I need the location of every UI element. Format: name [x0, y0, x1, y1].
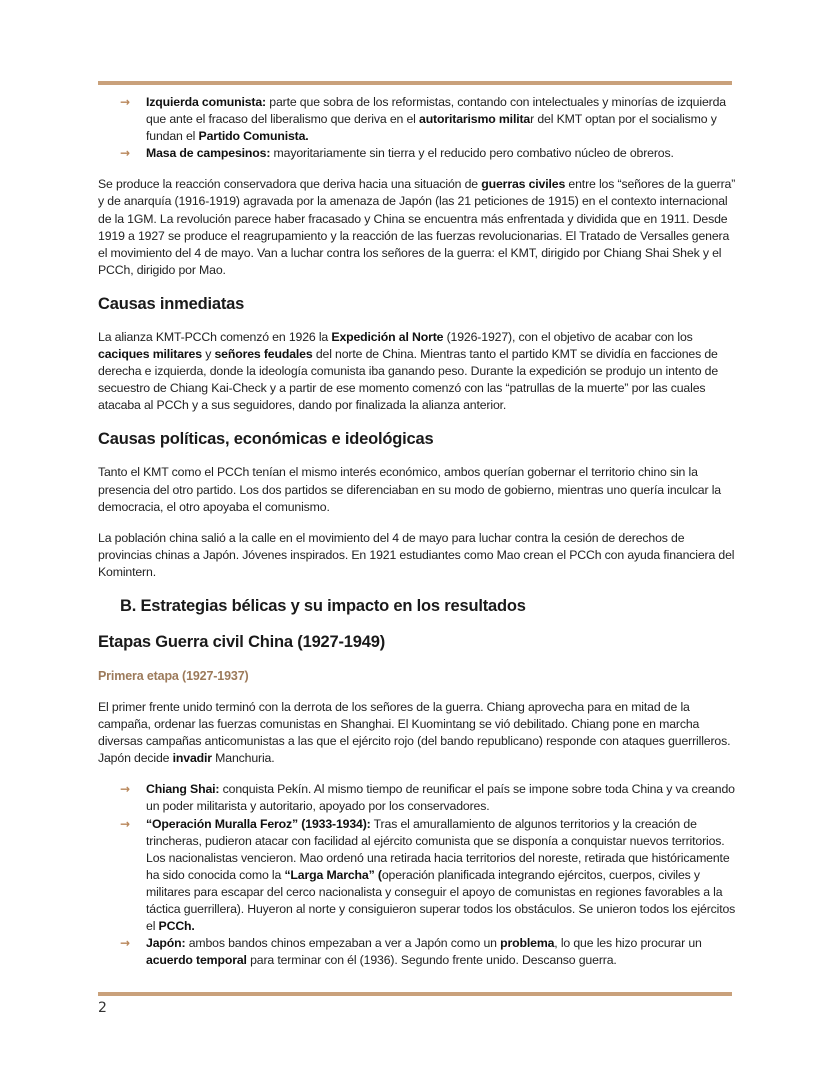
bullet-bold: acuerdo temporal — [146, 953, 247, 968]
bold-text: caciques militares — [98, 347, 202, 362]
bullet-text: r del KMT optan por el socialismo y fundan el — [146, 112, 717, 144]
paragraph-reaccion — [98, 176, 736, 279]
arrow-right-icon: → — [120, 95, 130, 109]
text: entre los “señores de la guerra” y de anarquía (1916-1919) agravada por la amenaza de Japón (las 21 peticiones de 1915) en el contexto internacional de la 1GM. La revolución parece haber fracasado y China se encuentra más enfrentada y dividida que en 1911. Desde 1919 a 1927 se produce el reagrupamiento y la reacción de las fuerzas revolucionarias. El Tratado de Versalles genera el movimiento del 4 de mayo. Van a luchar contra los señores de la guerra: el KMT, dirigido por Chiang Shai Shek y el PCCh, dirigido por Mao. — [98, 177, 736, 277]
list-item — [120, 935, 736, 969]
bullet-text: , lo que les hizo procurar un — [554, 936, 702, 951]
bullet-text: operación planificada integrando ejércitos, cuerpos, civiles y militares para escapar del cerco nacionalista y conseguir el apoyo de comunistas en regiones favorables a la táctica guerrillera). Huyeron al norte y consiguieron superar todos los obstáculos. Se unieron todos los ejércitos el — [146, 867, 736, 934]
text: y — [201, 347, 215, 362]
heading-etapas: Etapas Guerra civil China (1927-1949) — [98, 632, 385, 651]
heading-section-b: B. Estrategias bélicas y su impacto en los resultados — [120, 596, 526, 615]
bullet-text: parte que sobra de los reformistas, contando con intelectuales y minorías de izquierda que ante el fracaso del liberalismo que deriva en el — [146, 95, 726, 127]
bullet-bold: problema — [500, 936, 555, 951]
bold-text: señores feudales — [214, 347, 313, 362]
page-content — [98, 94, 736, 969]
arrow-right-icon: → — [120, 816, 130, 831]
bullet-text: conquista Pekín. Al mismo tiempo de reunificar el país se impone sobre toda China y va creando un poder militarista y autoritario, apoyado por los conservadores. — [146, 782, 735, 814]
bullet-bold: “Larga Marcha” ( — [284, 867, 382, 882]
paragraph-politicas-1: Tanto el KMT como el PCCh tenían el mismo interés económico, ambos querían gobernar el territorio chino sin la presencia del otro partido. Los dos partidos se diferenciaban en su modo de gobierno, mientras uno quería inculcar la democracia, el otro apoyaba el comunismo. — [98, 465, 721, 514]
text: (1926-1927), con el objetivo de acabar con los — [443, 329, 693, 344]
list-item — [120, 94, 736, 145]
text: Se produce la reacción conservadora que deriva hacia una situación de — [98, 177, 482, 192]
bold-text: Expedición al Norte — [331, 329, 444, 344]
list-item — [120, 145, 736, 162]
bullet-term: “Operación Muralla Feroz” (1933-1934): — [146, 816, 371, 831]
paragraph-primera-etapa — [98, 699, 736, 767]
bullet-list-groups — [98, 94, 736, 162]
subheading-primera-etapa: Primera etapa (1927-1937) — [98, 668, 249, 683]
heading-causas-politicas: Causas políticas, económicas e ideológicas — [98, 430, 434, 449]
bullet-bold: Partido Comunista. — [198, 129, 309, 144]
bullet-text: ambos bandos chinos empezaban a ver a Japón como un — [185, 936, 501, 951]
bullet-term: Izquierda comunista: — [146, 95, 266, 109]
header-rule — [98, 81, 732, 85]
list-item — [120, 816, 736, 936]
footer-rule — [98, 992, 732, 996]
bullet-text: mayoritariamente sin tierra y el reducido pero combativo núcleo de obreros. — [270, 146, 674, 161]
arrow-right-icon: → — [120, 146, 130, 161]
paragraph-politicas-2: La población china salió a la calle en el movimiento del 4 de mayo para luchar contra la cesión de derechos de provincias chinas a Japón. Jóvenes inspirados. En 1921 estudiantes como Mao crean el PCCh con ayuda financiera del Komintern. — [98, 530, 735, 579]
bullet-term: Masa de campesinos: — [146, 146, 271, 161]
bullet-text: para terminar con él (1936). Segundo frente unido. Descanso guerra. — [246, 953, 617, 968]
bold-text: guerras civiles — [481, 177, 566, 192]
heading-causas-inmediatas: Causas inmediatas — [98, 294, 245, 313]
text: La alianza KMT-PCCh comenzó en 1926 la — [98, 329, 332, 344]
bullet-term: Japón: — [146, 936, 186, 951]
text: del norte de China. Mientras tanto el partido KMT se dividía en facciones de derecha e izquierda, donde la ideología comunista iba ganando peso. Durante la expedición se produjo un intento de secuestro de Chiang Kai-Check y a partir de ese momento comenzó con las “patrullas de la muerte” por las cuales atacaba al PCCh y a sus seguidores, dando por finalizada la alianza anterior. — [98, 347, 719, 413]
arrow-right-icon: → — [120, 782, 130, 797]
bullet-bold: autoritarismo milita — [419, 112, 531, 127]
arrow-right-icon: → — [120, 936, 130, 951]
page-number: 2 — [98, 1000, 107, 1016]
bullet-bold: PCCh. — [158, 919, 195, 934]
bold-text: invadir — [172, 751, 212, 766]
bullet-term: Chiang Shai: — [146, 782, 220, 797]
paragraph-inmediatas — [98, 329, 736, 414]
bullet-list-etapa — [98, 781, 736, 969]
text: Manchuria. — [211, 751, 275, 766]
bullet-text: Tras el amurallamiento de algunos territorios y la creación de trincheras, pudieron atacar con facilidad al ejército comunista que se disponía a conquistar nuevos territorios. Los nacionalistas vencieron. Mao ordenó una retirada hacia territorios del noreste, retirada que históricamente ha sido conocida como la — [146, 816, 730, 882]
text: El primer frente unido terminó con la derrota de los señores de la guerra. Chiang aprovecha para en mitad de la campaña, ordenar las fuerzas comunistas en Shanghai. El Kuomintang se vió debilitado. Chiang pone en marcha diversas campañas anticomunistas a las que el ejército rojo (del bando republicano) responde con ataques guerrilleros. Japón decide — [98, 699, 731, 766]
list-item — [120, 781, 736, 815]
